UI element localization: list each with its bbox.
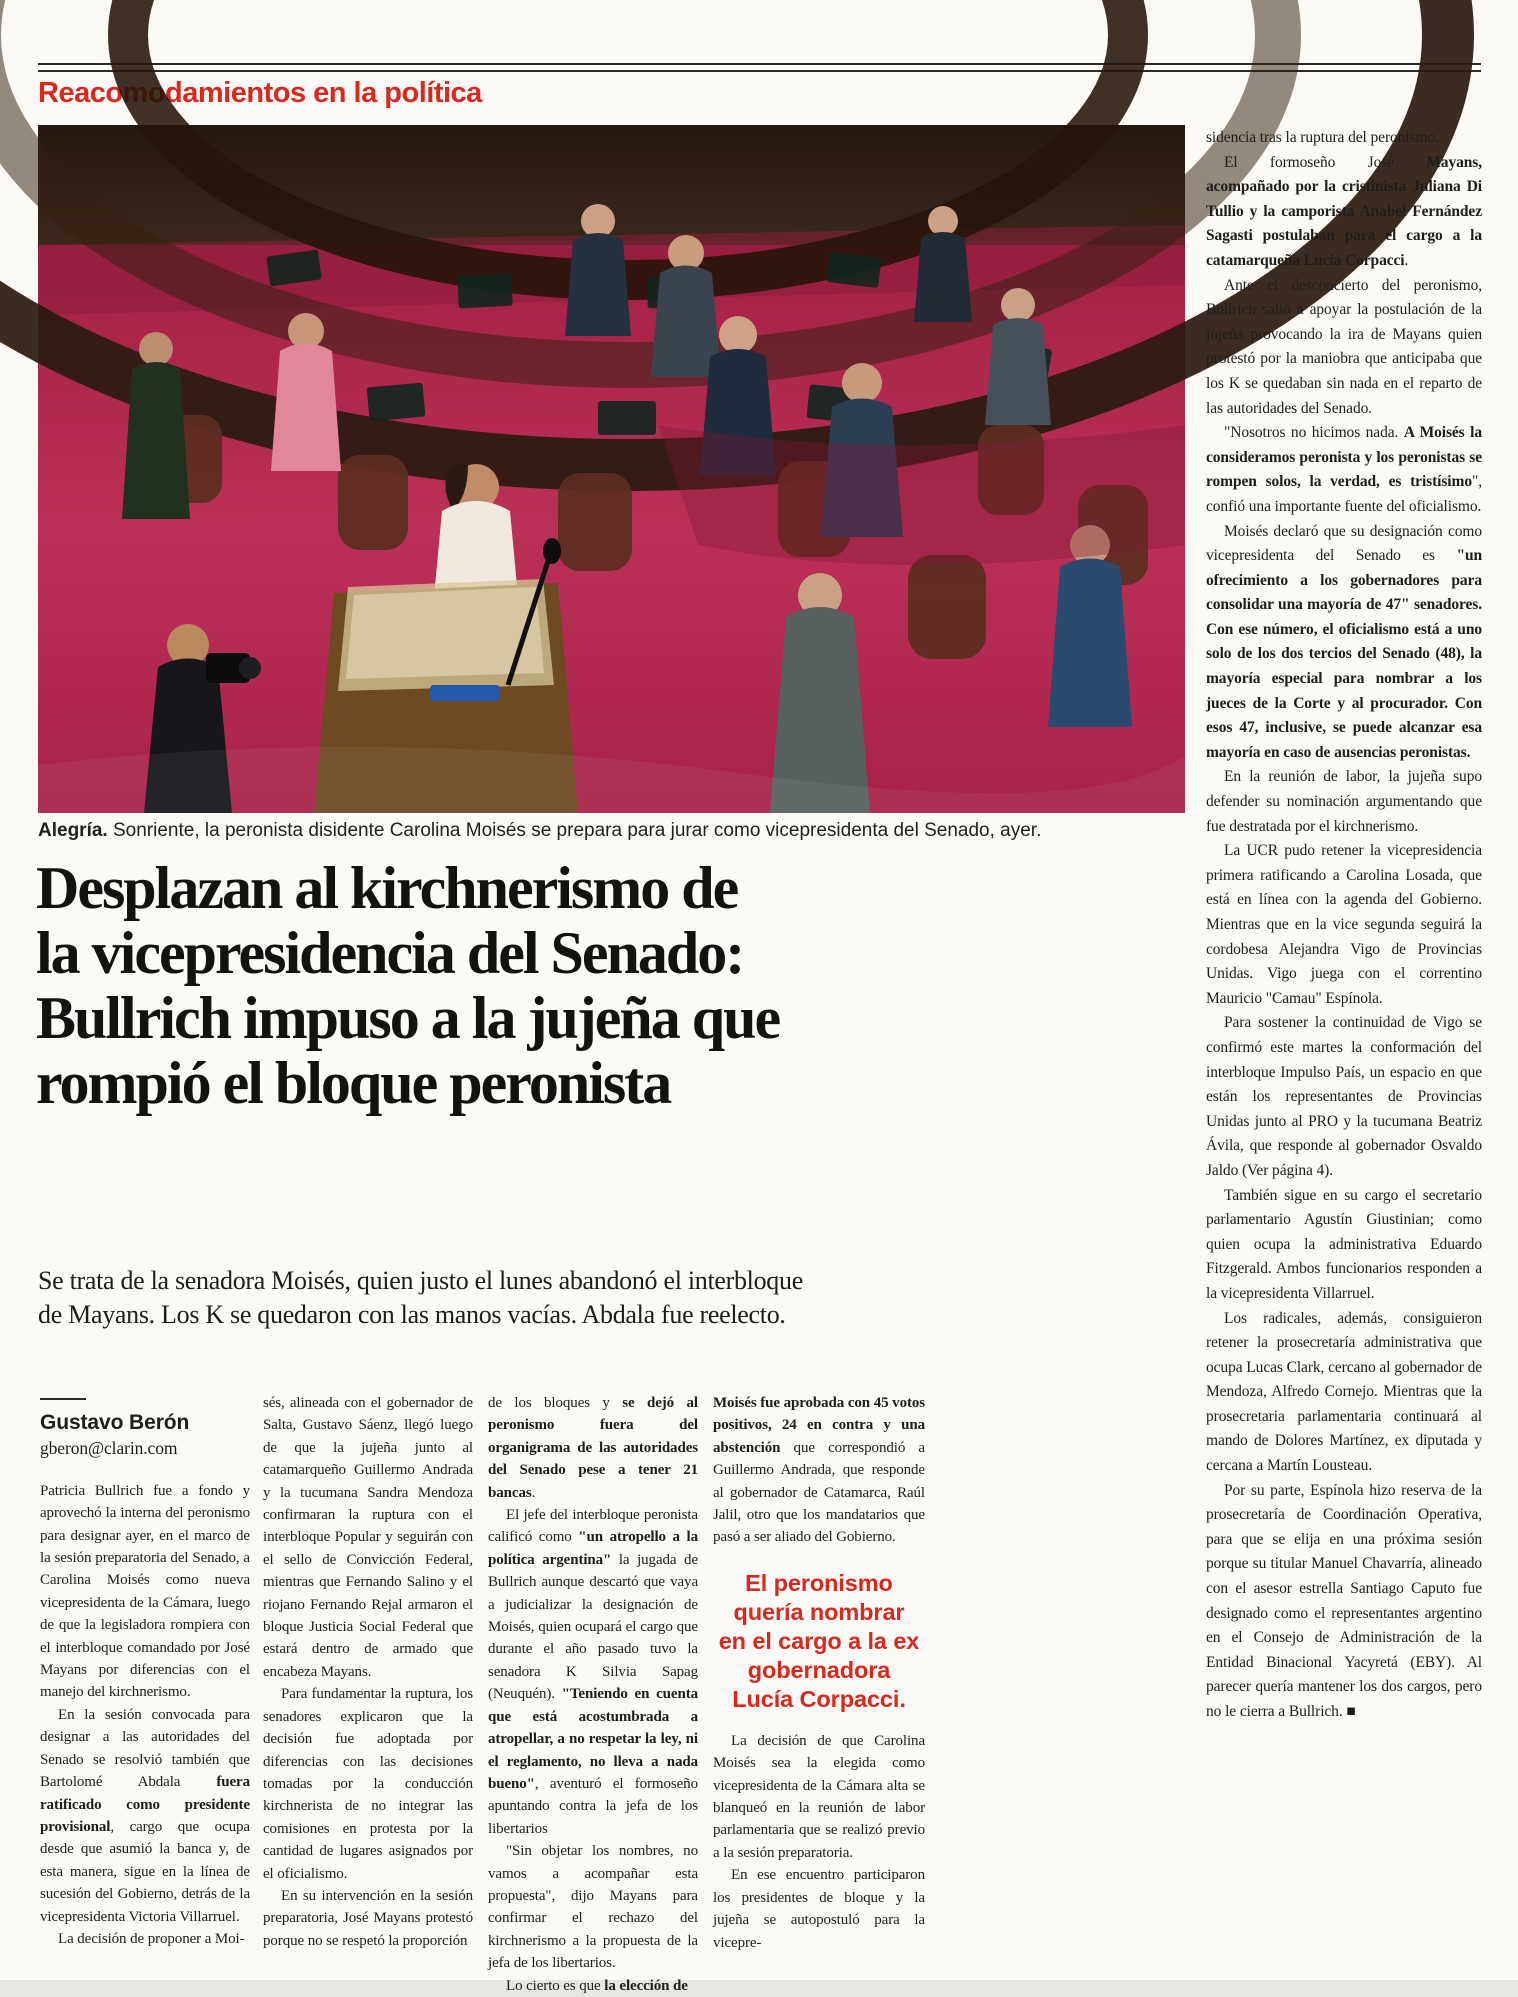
author-name: Gustavo Berón (40, 1411, 190, 1434)
column-4-text-top (713, 1392, 925, 1549)
paragraph: En su intervención en la sesión preparatoria, José Mayans protestó porque no se respetó la proporción (263, 1887, 473, 1949)
section-kicker: Reacomodamientos en la política (38, 77, 482, 109)
subheadline (38, 1264, 998, 1332)
column-3-text (488, 1392, 698, 1997)
headline-line-4: rompió el bloque peronista (36, 1050, 671, 1116)
paragraph: Los radicales, además, consiguieron retener la prosecretaría administrativa que ocupa Lucas Clark, cercano al gobernador de Mendoza, Alfredo Cornejo. Mientras que la prosecretaria parlamentaria continuará al mando de Dolores Martínez, ex diputada y cercana a Martín Lousteau. (1206, 1309, 1482, 1475)
paragraph: La decisión de que Carolina Moisés sea la elegida como vicepresidenta de la Cámara alta se blanqueó en la reunión de labor parlamentaria que se realizó previo a la sesión preparatoria. (713, 1732, 925, 1861)
caption-text: Sonriente, la peronista disidente Carolina Moisés se prepara para jurar como vicepresidenta del Senado, ayer. (107, 820, 1042, 841)
paragraph: Patricia Bullrich fue a fondo y aprovechó la interna del peronismo para designar ayer, en el marco de la sesión preparatoria del Senado, a Carolina Moisés como nueva vicepresidenta de la Cámara, luego de que la legisladora rompiera con el interbloque comandado por José Mayans por diferencias con el manejo del kirchnerismo. (40, 1482, 250, 1701)
author-email: gberon@clarin.com (40, 1438, 178, 1459)
body-column-2 (263, 1392, 473, 1984)
paragraph: El formoseño José Mayans, acompañado por la cristinista Juliana Di Tullio y la camporista Anabel Fernández Sagasti postulaban para el cargo a la catamarqueña Lucía Corpacci. (1206, 153, 1482, 269)
paragraph: Lo cierto es que la elección de (506, 1977, 688, 1994)
paragraph: Para fundamentar la ruptura, los senadores explicaron que la decisión fue adoptada por diferencias con las decisiones tomadas por la conducción kirchnerista de no integrar las comisiones en protesta por la cantidad de lugares asignados por el oficialismo. (263, 1686, 473, 1882)
paragraph: "Sin objetar los nombres, no vamos a acompañar esta propuesta", dijo Mayans para confirmar el rechazo del kirchnerismo a la propuesta de la jefa de los libertarios. (488, 1843, 698, 1972)
caption-lead: Alegría. (38, 820, 108, 841)
paragraph: También sigue en su cargo el secretario parlamentario Agustín Giustinian; como quien ocupa la administrativa Eduardo Fitzgerald. Ambos funcionarios responden a la vicepresidenta Villarruel. (1206, 1186, 1482, 1302)
subhead-line-2: de Mayans. Los K se quedaron con las manos vacías. Abdala fue reelecto. (38, 1300, 786, 1329)
column-2-text (263, 1392, 473, 1952)
paragraph: Ante el desconcierto del peronismo, Bullrich salió a apoyar la postulación de la jujeña provocando la ira de Mayans quien protestó por la maniobra que anticipaba que los K se quedaban sin nada en el reparto de las autoridades del Senado. (1206, 276, 1482, 417)
rail-text (1206, 126, 1482, 1725)
column-1-text (40, 1480, 250, 1951)
body-column-4 (713, 1392, 925, 1984)
paragraph: En la reunión de labor, la jujeña supo defender su nominación argumentando que fue destratada por el kirchnerismo. (1206, 768, 1482, 835)
byline (40, 1398, 250, 1460)
paragraph: de los bloques y se dejó al peronismo fuera del organigrama de las autoridades del Senado pese a tener 21 bancas. (488, 1395, 698, 1501)
paragraph: Moisés fue aprobada con 45 votos positivos, 24 en contra y una abstención que correspondió a Guillermo Andrada, que responde al gobernador de Catamarca, Raúl Jalil, otro que los mandatarios que pasó a ser aliado del Gobierno. (713, 1395, 925, 1546)
paragraph: Por su parte, Espínola hizo reserva de la prosecretaría de Coordinación Operativa, para que se elija en una próxima sesión porque su titular Manuel Chavarría, alineado con el asesor estrella Santiago Caputo fue designado como el representantes argentino en el Consejo de Administración de la Entidad Binacional Yacyretá (EBY). Al parecer quería mantener los dos cargos, pero no le cierra a Bullrich. ■ (1206, 1481, 1482, 1720)
right-rail-column (1206, 126, 1482, 1971)
paragraph: sés, alineada con el gobernador de Salta, Gustavo Sáenz, llegó luego de que la jujeña junto al catamarqueño Guillermo Andrada y la tucumana Sandra Mendoza confirmaran la ruptura con el interbloque Popular y seguirán con el sello de Convicción Federal, mientras que Fernando Salino y el riojano Fernando Rejal armaron el bloque Justicia Social Federal que estará dentro de armado que encabeza Mayans. (263, 1395, 473, 1680)
paragraph: El jefe del interbloque peronista calificó como "un atropello a la política argentina" la jugada de Bullrich aunque descartó que vaya a judicializar la designación de Moisés, quien ocupará el cargo que durante el año pasado tuvo la senadora K Silvia Sapag (Neuquén). "Teniendo en cuenta que está acostumbrada a atropellar, a no respetar la ley, ni el reglamento, no lleva a nada bueno", aventuró el formoseño apuntando contra la jefa de los libertarios (488, 1507, 698, 1837)
column-4-text-bottom (713, 1730, 925, 1954)
paragraph: La decisión de proponer a Moi- (58, 1930, 245, 1947)
headline-line-2: la vicepresidencia del Senado: (36, 920, 744, 986)
paragraph: sidencia tras la ruptura del peronismo. (1206, 129, 1439, 146)
senate-photo (38, 125, 1185, 813)
senate-photo-illustration (38, 125, 1185, 813)
paragraph: Moisés declaró que su designación como vicepresidenta del Senado es "un ofrecimiento a los gobernadores para consolidar una mayoría de 47" senadores. Con ese número, el oficialismo está a uno solo de los dos tercios del Senado (48), la mayoría especial para nombrar a los jueces de la Corte y al procurador. Con esos 47, inclusive, se puede alcanzar esa mayoría en caso de ausencias peronistas. (1206, 522, 1482, 761)
byline-rule (40, 1398, 86, 1400)
pull-quote: El peronismo quería nombrar en el cargo a la ex gobernadora Lucía Corpacci. (718, 1569, 920, 1712)
subhead-line-1: Se trata de la senadora Moisés, quien justo el lunes abandonó el interbloque (38, 1266, 803, 1295)
headline-line-3: Bullrich impuso a la jujeña que (36, 985, 780, 1051)
paragraph: Para sostener la continuidad de Vigo se confirmó este martes la conformación del interbloque Impulso País, un espacio en que están los representantes de Provincias Unidas junto al PRO y la tucumana Beatriz Ávila, que responde al gobernador Osvaldo Jaldo (Ver página 4). (1206, 1014, 1482, 1179)
paragraph: "Nosotros no hicimos nada. A Moisés la consideramos peronista y los peronistas se rompen solos, la verdad, es tristísimo", confió una importante fuente del oficialismo. (1206, 424, 1482, 515)
photo-caption (38, 820, 1183, 842)
body-column-3 (488, 1392, 698, 1994)
main-headline (36, 856, 956, 1116)
headline-line-1: Desplazan al kirchnerismo de (36, 855, 738, 921)
body-column-1 (40, 1392, 250, 1984)
paragraph: En la sesión convocada para designar a las autoridades del Senado se resolvió también que Bartolomé Abdala fuera ratificado como presidente provisional, cargo que ocupa desde que asumió la banca y, de esta manera, sigue en la línea de sucesión del Gobierno, detrás de la vicepresidenta Victoria Villarruel. (40, 1706, 250, 1925)
paragraph: En ese encuentro participaron los presidentes de bloque y la jujeña se autopostuló para la vicepre- (713, 1867, 925, 1951)
paragraph: La UCR pudo retener la vicepresidencia primera ratificando a Carolina Losada, que está en línea con la agenda del Gobierno. Mientras que en la vice segunda seguirá la cordobesa Alejandra Vigo de Provincias Unidas. Vigo juega con el correntino Mauricio "Camau" Espínola. (1206, 842, 1482, 1007)
